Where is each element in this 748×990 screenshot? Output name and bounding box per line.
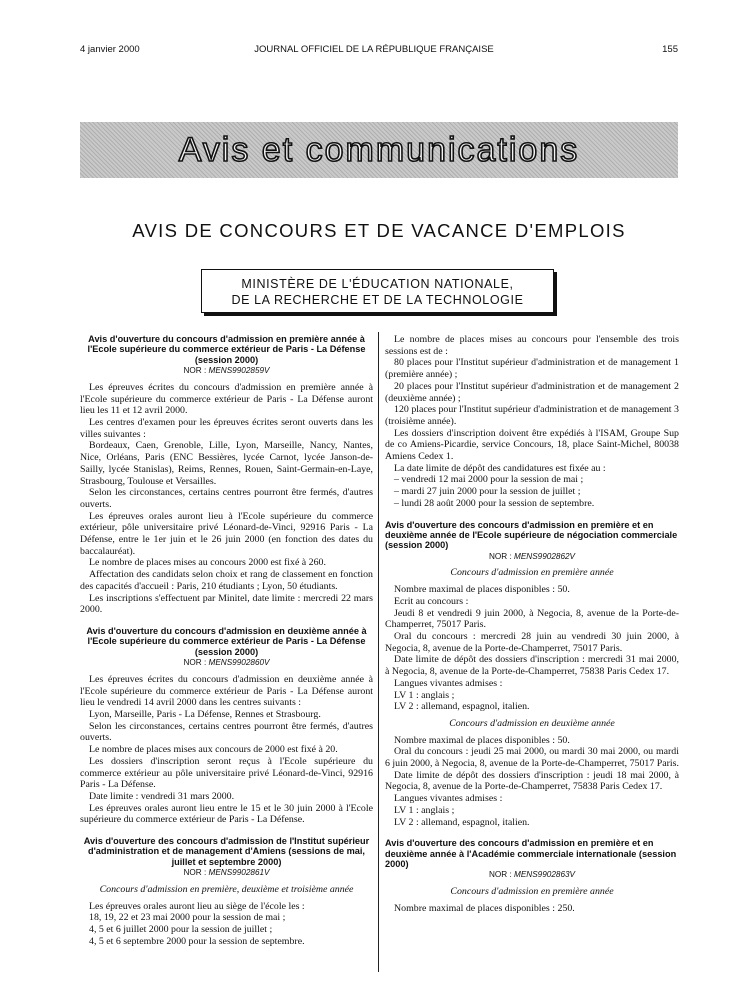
- nor-label: NOR :: [488, 551, 512, 561]
- nor-reference: [80, 657, 373, 669]
- paragraph: Le nombre de places mises au concours 2000 est fixé à 260.: [89, 557, 326, 569]
- spacer: [80, 826, 373, 836]
- nor-code: MENS9902860V: [208, 658, 270, 668]
- notice-heading: Avis d'ouverture des concours d'admission en première et en deuxième année à l'Académie commerciale internationale (session 2000): [385, 838, 677, 870]
- spacer: [385, 510, 679, 520]
- paragraph: 4, 5 et 6 juillet 2000 pour la session de juillet ;: [89, 924, 273, 936]
- paragraph: LV 1 : anglais ;: [394, 804, 455, 816]
- paragraph: Nombre maximal de places disponibles : 50.: [394, 584, 570, 596]
- nor-code: MENS9902859V: [208, 366, 270, 376]
- subsection-title: Concours d'admission en première année: [450, 886, 614, 898]
- column-divider: [378, 332, 379, 972]
- paragraph: Date limite de dépôt des dossiers d'inscription : jeudi 18 mai 2000, à Negocia, 8, avenue de la Porte-de-Champerret, 75838 Paris Cedex 17.: [385, 769, 679, 793]
- paragraph: Les épreuves orales auront lieu à l'Ecole supérieure du commerce extérieur, pôle universitaire privé Léonard-de-Vinci, 92916 Paris - La Défense, entre le 1er juin et le 26 juin 2000 (en fonction des dates du baccalauréat).: [80, 510, 373, 557]
- nor-label: NOR :: [183, 658, 207, 668]
- page-number: 155: [662, 44, 678, 55]
- nor-reference: [80, 365, 373, 377]
- nor-code: MENS9902863V: [514, 870, 576, 880]
- paragraph: Oral du concours : mercredi 28 juin au vendredi 30 juin 2000, à Negocia, 8, avenue de la Porte-de-Champerret, 75017 Paris.: [385, 630, 679, 654]
- paragraph: LV 2 : allemand, espagnol, italien.: [394, 816, 530, 828]
- left-column: [80, 334, 373, 947]
- paragraph: Date limite de dépôt des dossiers d'inscription : mercredi 31 mai 2000, à Negocia, 8, avenue de la Porte-de-Champerret, 75838 Paris Cedex 17.: [385, 654, 679, 678]
- ministry-box: [201, 269, 554, 313]
- banner-title: Avis et communications: [178, 130, 580, 169]
- paragraph: Les épreuves orales auront lieu entre le 15 et le 30 juin 2000 à l'Ecole supérieure du commerce extérieur de Paris - La Défense.: [80, 802, 373, 826]
- paragraph: Lyon, Marseille, Paris - La Défense, Rennes et Strasbourg.: [89, 709, 321, 721]
- paragraph: Les inscriptions s'effectuent par Minitel, date limite : mercredi 22 mars 2000.: [80, 592, 373, 616]
- subsection-title: Concours d'admission en deuxième année: [449, 717, 615, 729]
- paragraph: Affectation des candidats selon choix et rang de classement en fonction des capacités d'accueil : Paris, 210 étudiants ; Lyon, 50 étudiants.: [80, 569, 373, 592]
- paragraph: – mardi 27 juin 2000 pour la session de juillet ;: [394, 486, 581, 498]
- paragraph: Le nombre de places mises au concours pour l'ensemble des trois sessions est de :: [385, 334, 679, 357]
- paragraph: 80 places pour l'Institut supérieur d'administration et de management 1 (première année) ;: [385, 357, 679, 381]
- paragraph: Le nombre de places mises aux concours de 2000 est fixé à 20.: [89, 744, 338, 756]
- paragraph: – lundi 28 août 2000 pour la session de septembre.: [394, 497, 595, 509]
- nor-label: NOR :: [488, 870, 512, 880]
- paragraph: Selon les circonstances, certains centres pourront être fermés, d'autres ouverts.: [80, 720, 373, 744]
- nor-code: MENS9902862V: [514, 551, 576, 561]
- ministry-line-2: DE LA RECHERCHE ET DE LA TECHNOLOGIE: [231, 293, 524, 307]
- paragraph: 120 places pour l'Institut supérieur d'administration et de management 3 (troisième année).: [385, 404, 679, 427]
- paragraph: LV 1 : anglais ;: [394, 689, 455, 701]
- notice-heading: Avis d'ouverture du concours d'admission en première année à l'Ecole supérieure du commerce extérieur de Paris - La Défense (session 2000): [87, 334, 366, 365]
- paragraph: 18, 19, 22 et 23 mai 2000 pour la session de mai ;: [89, 912, 286, 924]
- paragraph: 4, 5 et 6 septembre 2000 pour la session de septembre.: [89, 935, 305, 947]
- section-banner: [80, 122, 678, 178]
- right-column: [385, 334, 679, 915]
- notice-heading: Avis d'ouverture du concours d'admission en deuxième année à l'Ecole supérieure du commerce extérieur de Paris - La Défense (session 2000): [86, 625, 367, 657]
- paragraph: Les épreuves écrites du concours d'admission en deuxième année à l'Ecole supérieure du commerce extérieur de Paris - La Défense auront lieu le vendredi 14 avril 2000 dans les centres suivants :: [80, 673, 373, 709]
- nor-code: MENS9902861V: [208, 868, 270, 878]
- paragraph: Les épreuves écrites du concours d'admission en première année à l'Ecole supérieure du commerce extérieur de Paris - La Défense auront lieu les 11 et 12 avril 2000.: [80, 381, 373, 417]
- spacer: [385, 828, 679, 838]
- paragraph: Selon les circonstances, certains centres pourront être fermés, d'autres ouverts.: [80, 487, 373, 510]
- subsection-title: Concours d'admission en première, deuxième et troisième année: [99, 883, 354, 895]
- nor-reference: [80, 867, 373, 879]
- paragraph: – vendredi 12 mai 2000 pour la session de mai ;: [394, 474, 584, 486]
- paragraph: Langues vivantes admises :: [394, 793, 503, 805]
- paragraph: LV 2 : allemand, espagnol, italien.: [394, 701, 530, 713]
- issue-date: 4 janvier 2000: [80, 44, 140, 55]
- paragraph: Ecrit au concours :: [394, 595, 469, 607]
- notice-heading: Avis d'ouverture des concours d'admission de l'Institut supérieur d'administration et de management d'Amiens (sessions de mai, juillet et septembre 2000): [83, 836, 370, 867]
- paragraph: Les dossiers d'inscription doivent être expédiés à l'ISAM, Groupe Sup de co Amiens-Picardie, service Concours, 18, place Saint-Michel, 80038 Amiens Cedex 1.: [385, 427, 679, 463]
- nor-label: NOR :: [183, 868, 207, 878]
- paragraph: Les centres d'examen pour les épreuves écrites seront ouverts dans les villes suivantes :: [80, 417, 373, 440]
- paragraph: Bordeaux, Caen, Grenoble, Lille, Lyon, Marseille, Nancy, Nantes, Nice, Orléans, Paris (ENC Bessières, lycée Carnot, lycée Janson-de-Sailly, lycée Stanislas), Reims, Rennes, Rouen, Saint-Germain-en-Laye, Strasbourg, Toulouse et Versailles.: [80, 440, 373, 487]
- nor-reference: [385, 869, 679, 881]
- paragraph: Date limite : vendredi 31 mars 2000.: [89, 790, 235, 802]
- paragraph: Jeudi 8 et vendredi 9 juin 2000, à Negocia, 8, avenue de la Porte-de-Champerret, 75017 Paris.: [385, 607, 679, 631]
- paragraph: Nombre maximal de places disponibles : 50.: [394, 734, 570, 746]
- spacer: [80, 616, 373, 626]
- paragraph: Les dossiers d'inscription seront reçus à l'Ecole supérieure du commerce extérieur au pôle universitaire privé Léonard-de-Vinci, 92916 Paris - La Défense.: [80, 755, 373, 791]
- section-title: AVIS DE CONCOURS ET DE VACANCE D'EMPLOIS: [132, 220, 626, 241]
- paragraph: Nombre maximal de places disponibles : 250.: [394, 902, 575, 914]
- paragraph: La date limite de dépôt des candidatures est fixée au :: [394, 462, 606, 474]
- journal-title: JOURNAL OFFICIEL DE LA RÉPUBLIQUE FRANÇAISE: [254, 44, 494, 55]
- paragraph: 20 places pour l'Institut supérieur d'administration et de management 2 (deuxième année) ;: [385, 380, 679, 404]
- ministry-line-1: MINISTÈRE DE L'ÉDUCATION NATIONALE,: [241, 277, 514, 291]
- nor-label: NOR :: [183, 366, 207, 376]
- nor-reference: [385, 551, 679, 563]
- subsection-title: Concours d'admission en première année: [450, 567, 614, 579]
- paragraph: Oral du concours : jeudi 25 mai 2000, ou mardi 30 mai 2000, ou mardi 6 juin 2000, à Negocia, 8, avenue de la Porte-de-Champerret, 75017 Paris.: [385, 746, 679, 770]
- notice-heading: Avis d'ouverture des concours d'admission en première et en deuxième année de l'Ecole supérieure de négociation commerciale (session 2000): [385, 519, 678, 551]
- paragraph: Les épreuves orales auront lieu au siège de l'école les :: [89, 900, 305, 912]
- paragraph: Langues vivantes admises :: [394, 677, 503, 689]
